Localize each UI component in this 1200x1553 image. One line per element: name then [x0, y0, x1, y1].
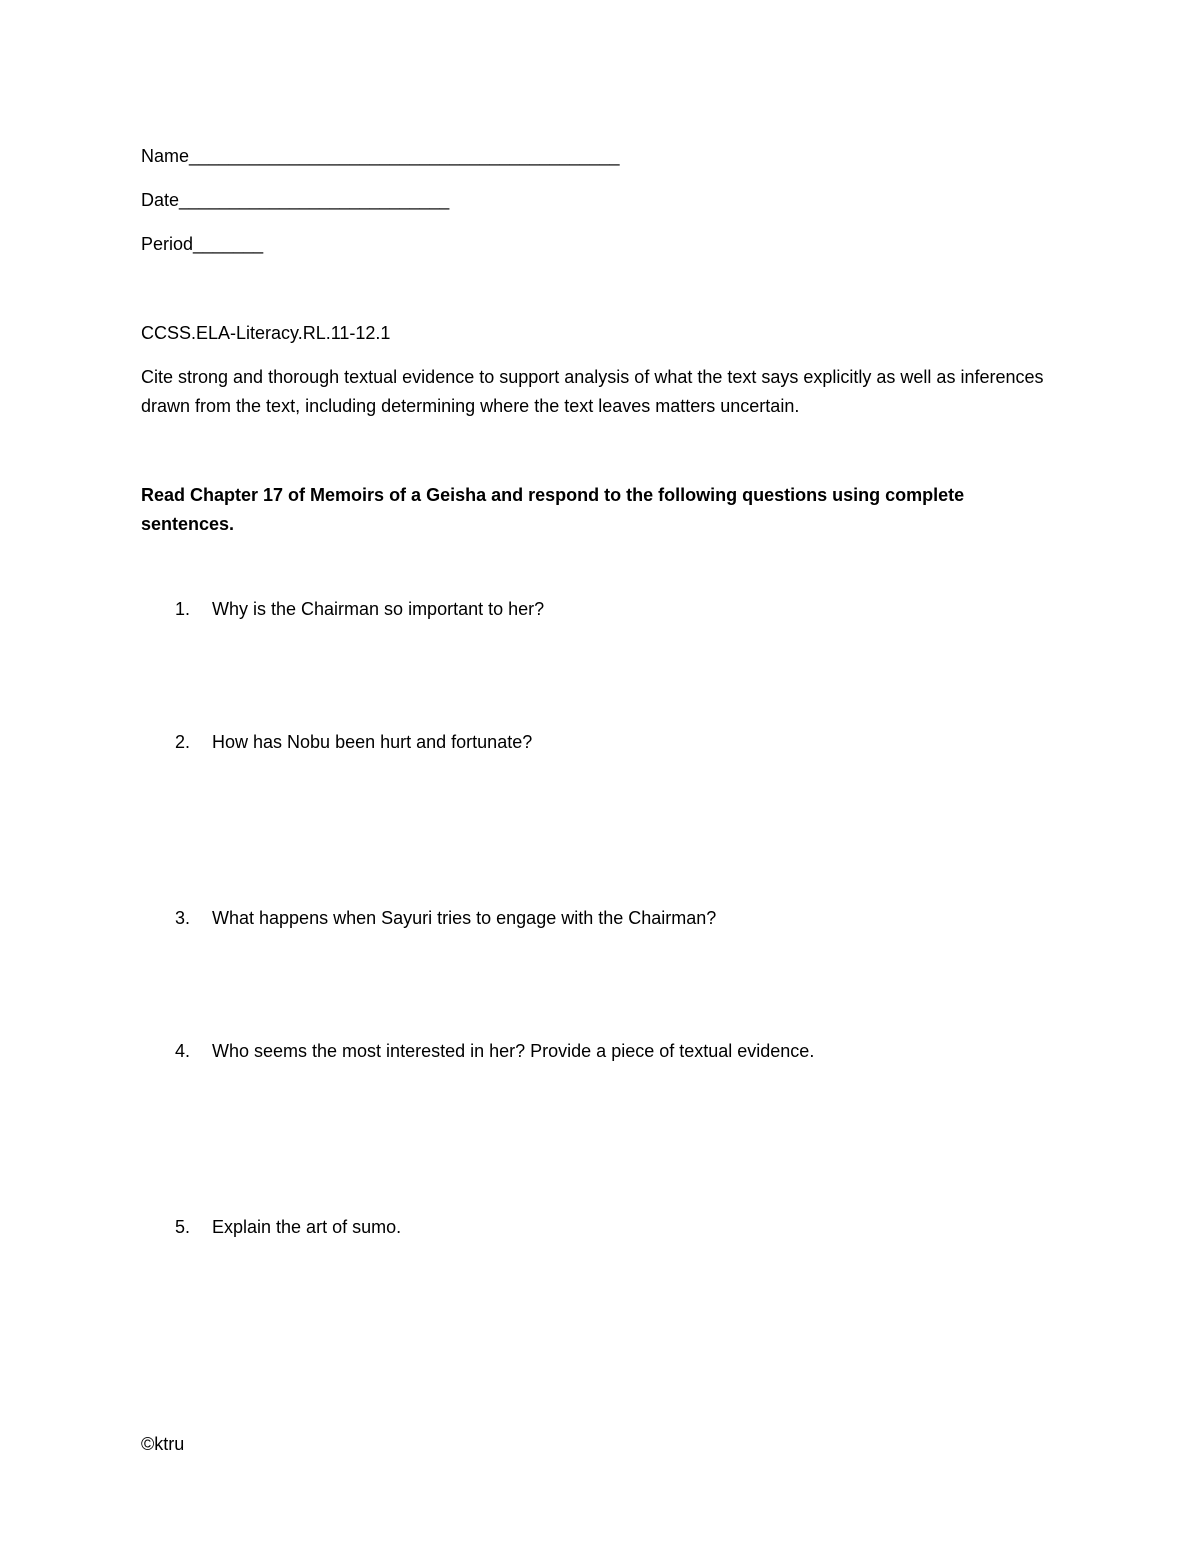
- question-number: 5.: [175, 1217, 191, 1237]
- date-blank: ___________________________: [179, 190, 450, 210]
- question-number: 2.: [175, 732, 191, 752]
- question-text: What happens when Sayuri tries to engage with the Chairman?: [212, 908, 717, 928]
- question-number: 3.: [175, 908, 191, 928]
- question-text: Why is the Chairman so important to her?: [212, 599, 545, 619]
- question-item: [175, 1214, 401, 1242]
- question-number: 4.: [175, 1041, 191, 1061]
- question-item: [175, 1038, 814, 1066]
- question-item: [175, 729, 532, 757]
- date-field: [141, 187, 449, 215]
- name-blank: ___________________________________________: [189, 146, 620, 166]
- standard-description: Cite strong and thorough textual evidence to support analysis of what the text says explicitly as well as inferences drawn from the text, including determining where the text leaves matters uncertain.: [141, 367, 1044, 416]
- instructions: Read Chapter 17 of Memoirs of a Geisha and respond to the following questions using complete sentences.: [141, 485, 965, 534]
- period-blank: _______: [193, 234, 264, 254]
- date-label: Date: [141, 190, 180, 210]
- period-field: [141, 231, 263, 259]
- standard-code: CCSS.ELA-Literacy.RL.11-12.1: [141, 323, 391, 343]
- name-label: Name: [141, 146, 190, 166]
- question-item: [175, 596, 544, 624]
- question-text: How has Nobu been hurt and fortunate?: [212, 732, 533, 752]
- name-field: [141, 143, 619, 171]
- question-item: [175, 905, 716, 933]
- copyright-footer: ©ktru: [141, 1434, 185, 1454]
- question-text: Explain the art of sumo.: [212, 1217, 402, 1237]
- question-number: 1.: [175, 599, 191, 619]
- question-text: Who seems the most interested in her? Provide a piece of textual evidence.: [212, 1041, 815, 1061]
- period-label: Period: [141, 234, 194, 254]
